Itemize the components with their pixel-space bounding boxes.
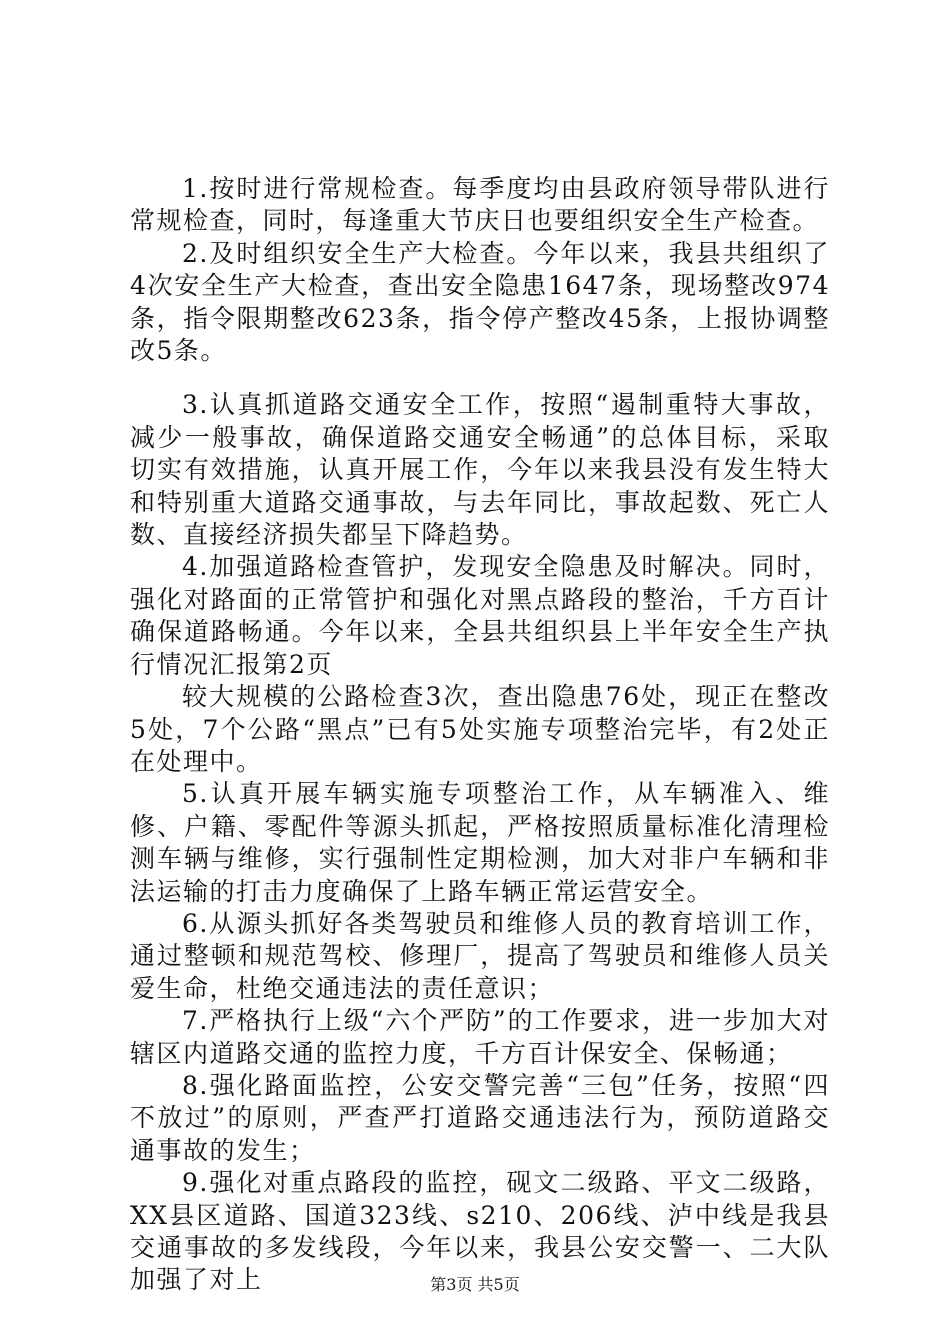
paragraph-4: 4.加强道路检查管护，发现安全隐患及时解决。同时，强化对路面的正常管护和强化对黑点路段的整治，千方百计确保道路畅通。今年以来，全县共组织县上半年安全生产执行情况汇报第2页 [130, 552, 830, 679]
paragraph-9: 9.强化对重点路段的监控，砚文二级路、平文二级路，XX县区道路、国道323线、s210、206线、泸中线是我县交通事故的多发线段，今年以来，我县公安交警一、二大队加强了对上 [130, 1168, 830, 1295]
paragraph-gap [130, 367, 830, 389]
document-body [130, 173, 830, 1297]
paragraph-5: 5.认真开展车辆实施专项整治工作，从车辆准入、维修、户籍、零配件等源头抓起，严格按照质量标准化清理检测车辆与维修，实行强制性定期检测，加大对非户车辆和非法运输的打击力度确保了上路车辆正常运营安全。 [130, 779, 830, 906]
paragraph-3: 3.认真抓道路交通安全工作，按照“遏制重特大事故，减少一般事故，确保道路交通安全畅通”的总体目标，采取切实有效措施，认真开展工作，今年以来我县没有发生特大和特别重大道路交通事故，与去年同比，事故起数、死亡人数、直接经济损失都呈下降趋势。 [130, 390, 830, 550]
paragraph-4-continued: 较大规模的公路检查3次，查出隐患76处，现正在整改5处，7个公路“黑点”已有5处实施专项整治完毕，有2处正在处理中。 [130, 682, 830, 776]
paragraph-1: 1.按时进行常规检查。每季度均由县政府领导带队进行常规检查，同时，每逢重大节庆日也要组织安全生产检查。 [130, 174, 830, 236]
paragraph-6: 6.从源头抓好各类驾驶员和维修人员的教育培训工作，通过整顿和规范驾校、修理厂，提高了驾驶员和维修人员关爱生命，杜绝交通违法的责任意识； [130, 908, 830, 1003]
paragraph-7: 7.严格执行上级“六个严防”的工作要求，进一步加大对辖区内道路交通的监控力度，千方百计保安全、保畅通； [130, 1006, 830, 1068]
paragraph-2: 2.及时组织安全生产大检查。今年以来，我县共组织了4次安全生产大检查，查出安全隐患1647条，现场整改974条，指令限期整改623条，指令停产整改45条，上报协调整改5条。 [130, 238, 830, 366]
page-footer: 第3页 共5页 [430, 1275, 520, 1294]
paragraph-8: 8.强化路面监控，公安交警完善“三包”任务，按照“四不放过”的原则，严查严打道路交通违法行为，预防道路交通事故的发生； [130, 1070, 830, 1165]
